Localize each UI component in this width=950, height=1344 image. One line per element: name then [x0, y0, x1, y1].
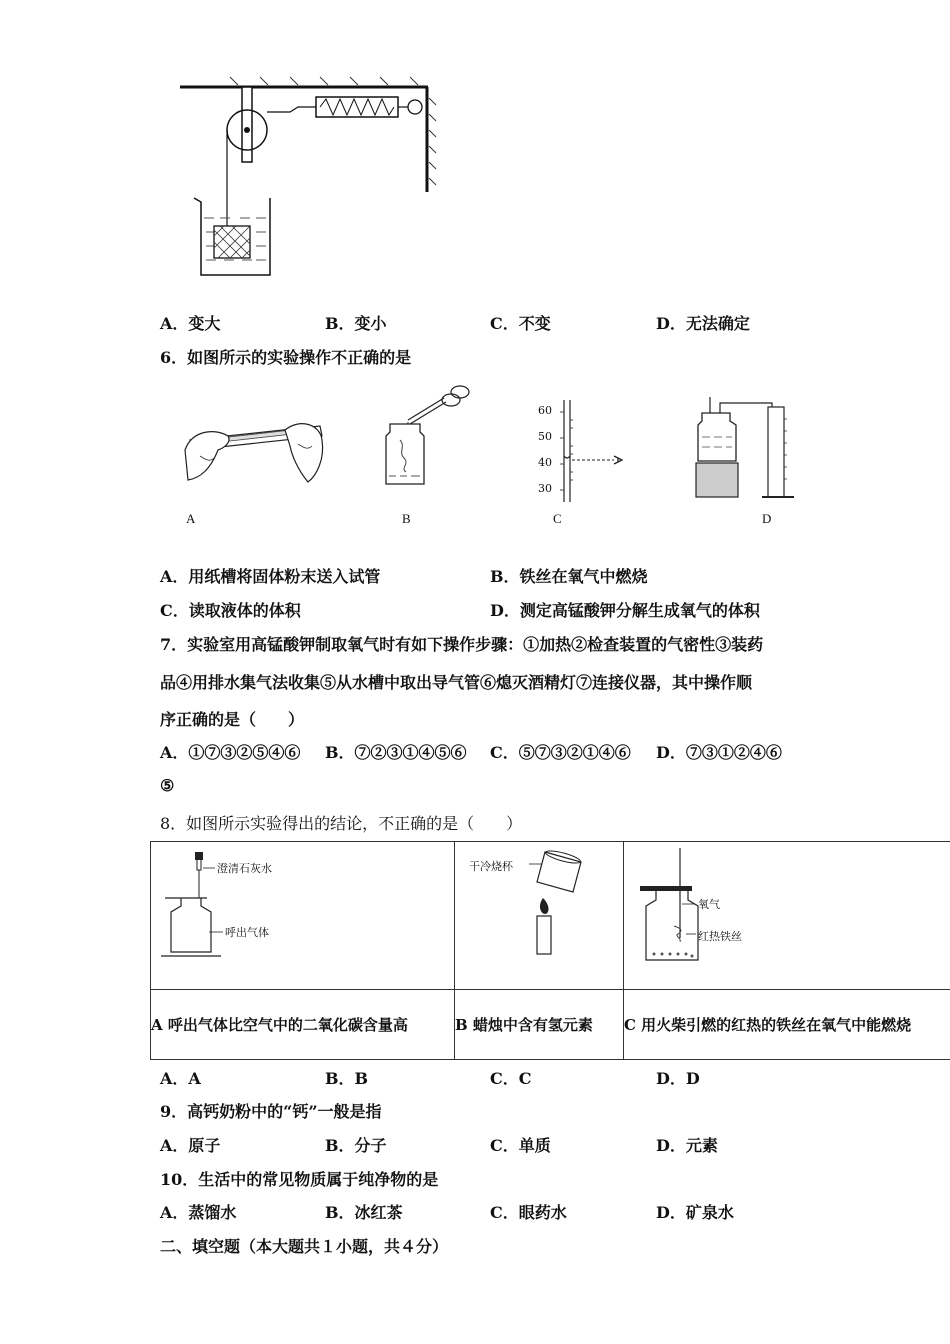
oxygen-iron-wire-figure: [636, 848, 746, 968]
q8-option-d[interactable]: D．D: [656, 1069, 700, 1088]
q8-caption-a: A 呼出气体比空气中的二氧化碳含量高: [151, 990, 455, 1060]
q8-fig-b-cell: [455, 842, 624, 990]
q8-fig-c-cell: [624, 842, 950, 990]
q8-caption-b: B 蜡烛中含有氢元素: [455, 990, 624, 1060]
q10-option-c[interactable]: C．眼药水: [490, 1203, 567, 1222]
q8-option-c[interactable]: C．C: [490, 1069, 532, 1088]
paper-trough-test-tube-figure: [180, 400, 330, 500]
cylinder-tick-50: 50: [538, 430, 552, 443]
q9-stem: 9．高钙奶粉中的“钙”一般是指: [160, 1102, 382, 1121]
q7-stem-line-2: 品④用排水集气法收集⑤从水槽中取出导气管⑥熄灭酒精灯⑦连接仪器，其中操作顺: [160, 673, 753, 692]
cylinder-tick-60: 60: [538, 404, 552, 417]
q7-option-d[interactable]: D．⑦③①②④⑥: [656, 743, 782, 762]
section-2-heading: 二、填空题（本大题共１小题，共４分）: [160, 1237, 449, 1256]
q8-option-a[interactable]: A．A: [160, 1069, 201, 1088]
cylinder-tick-30: 30: [538, 482, 552, 495]
q8-experiment-table: [150, 841, 950, 1060]
q7-option-d-wrap: ⑤: [160, 776, 175, 795]
q6-fig-label-d: D: [762, 511, 772, 526]
q9-option-d[interactable]: D．元素: [656, 1136, 718, 1155]
q7-option-b[interactable]: B．⑦②③①④⑤⑥: [325, 743, 467, 762]
q9-option-b[interactable]: B．分子: [325, 1136, 387, 1155]
gas-volume-apparatus-figure: [690, 395, 805, 500]
q6-fig-label-b: B: [402, 511, 411, 526]
q10-stem: 10．生活中的常见物质属于纯净物的是: [160, 1170, 439, 1189]
q8-option-b[interactable]: B．B: [325, 1069, 369, 1088]
q5-option-c[interactable]: C．不变: [490, 314, 551, 333]
q9-option-c[interactable]: C．单质: [490, 1136, 551, 1155]
q9-option-a[interactable]: A．原子: [160, 1136, 221, 1155]
q8-fig-a-cell: [151, 842, 455, 990]
q7-option-a[interactable]: A．①⑦③②⑤④⑥: [160, 743, 301, 762]
q10-option-d[interactable]: D．矿泉水: [656, 1203, 734, 1222]
q6-fig-label-a: A: [186, 511, 196, 526]
q7-option-c[interactable]: C．⑤⑦③②①④⑥: [490, 743, 631, 762]
cylinder-tick-40: 40: [538, 456, 552, 469]
q10-option-b[interactable]: B．冰红茶: [325, 1203, 403, 1222]
q6-option-d[interactable]: D．测定高锰酸钾分解生成氧气的体积: [490, 601, 760, 620]
fig-b-label-dry-beaker: 干冷烧杯: [469, 860, 513, 873]
q5-option-a[interactable]: A．变大: [160, 314, 221, 333]
q6-option-c[interactable]: C．读取液体的体积: [160, 601, 301, 620]
fig-c-label-red-hot-iron-wire: 红热铁丝: [698, 930, 742, 943]
q6-stem: 6．如图所示的实验操作不正确的是: [160, 348, 412, 367]
fig-c-label-oxygen: 氧气: [698, 898, 720, 911]
q10-option-a[interactable]: A．蒸馏水: [160, 1203, 237, 1222]
iron-wire-bottle-figure: [380, 380, 475, 490]
q7-stem-line-3: 序正确的是（ ）: [160, 710, 305, 729]
q6-option-b[interactable]: B．铁丝在氧气中燃烧: [490, 567, 648, 586]
q7-stem-line-1: 7．实验室用高锰酸钾制取氧气时有如下操作步骤：①加热②检查装置的气密性③装药: [160, 635, 764, 654]
fig-a-label-limewater: 澄清石灰水: [217, 862, 272, 875]
fig-a-label-exhaled-gas: 呼出气体: [225, 926, 269, 939]
pulley-spring-beaker-figure: [170, 70, 440, 285]
q6-option-a[interactable]: A．用纸槽将固体粉末送入试管: [160, 567, 381, 586]
q8-stem: 8．如图所示实验得出的结论，不正确的是（ ）: [160, 814, 523, 833]
q5-option-d[interactable]: D．无法确定: [656, 314, 750, 333]
candle-beaker-figure: [515, 848, 595, 958]
q6-fig-label-c: C: [553, 511, 562, 526]
q5-option-b[interactable]: B．变小: [325, 314, 387, 333]
graduated-cylinder-figure: [530, 400, 630, 505]
q8-caption-c: C 用火柴引燃的红热的铁丝在氧气中能燃烧: [624, 990, 950, 1060]
